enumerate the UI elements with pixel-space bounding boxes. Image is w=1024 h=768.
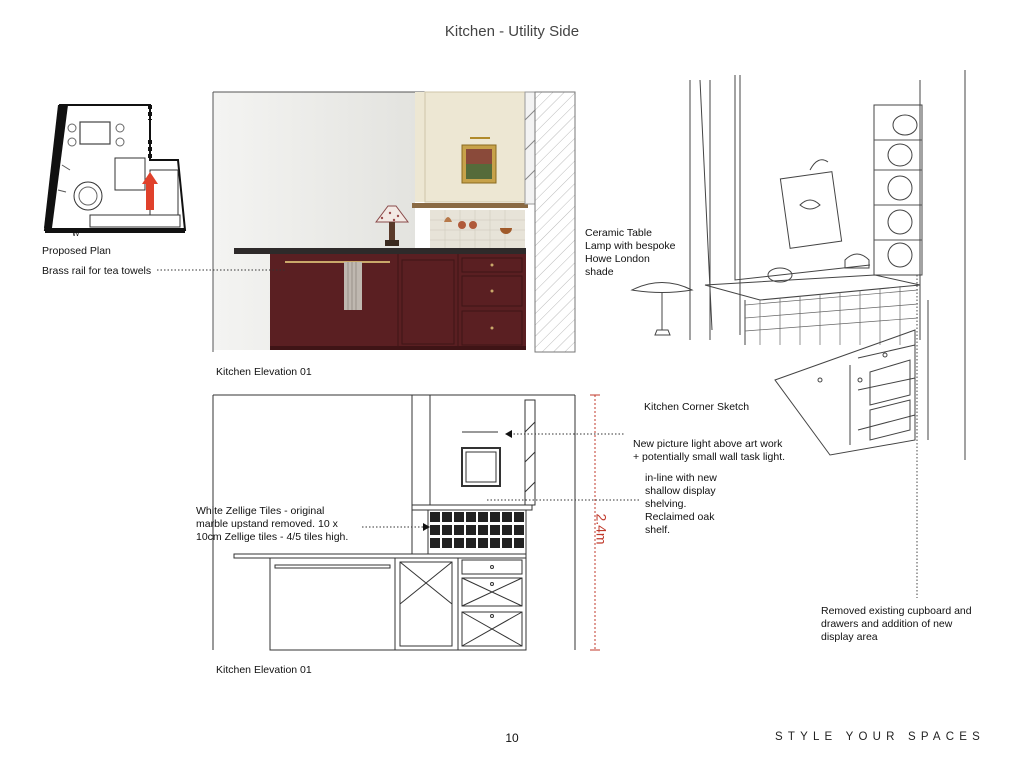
page-number: 10 [505,731,519,745]
removed-note [821,605,972,644]
note-line: New picture light above art work [633,438,783,450]
note-line: display area [821,631,878,643]
floor-plan [44,105,185,238]
brass-rail-note: Brass rail for tea towels [42,265,152,277]
note-line: shade [585,266,614,278]
height-dimension: 2.4m [593,513,610,545]
note-line: Lamp with bespoke [585,240,676,252]
arrowhead-icon [505,430,512,438]
elevation-top-drawing [157,92,575,352]
note-line: Reclaimed oak [645,511,715,523]
plan-caption: Proposed Plan [42,245,111,257]
elevation-bottom-caption: Kitchen Elevation 01 [216,664,312,676]
note-line: shelving. [645,498,687,510]
elevation-top-caption: Kitchen Elevation 01 [216,366,312,378]
note-line: shelf. [645,524,671,536]
sketch-caption: Kitchen Corner Sketch [644,401,750,413]
note-line: in-line with new [645,472,717,484]
picture-light-note [633,438,785,464]
shelf-note [645,472,717,537]
note-line: drawers and addition of new [821,618,953,630]
note-line: + potentially small wall task light. [633,451,786,463]
note-line: Ceramic Table [585,227,652,239]
note-line: shallow display [645,485,716,497]
note-line: 10cm Zellige tiles - 4/5 tiles high. [196,531,349,543]
zellige-note [196,505,348,544]
page-title: Kitchen - Utility Side [444,23,580,40]
arrowhead-icon [423,523,430,531]
lamp-note [585,227,675,279]
note-line: Removed existing cupboard and [821,605,972,617]
svg-text:W: W [72,229,80,238]
note-line: marble upstand removed. 10 x [196,518,338,530]
note-line: White Zellige Tiles - original [196,505,325,517]
brand-wordmark: STYLE YOUR SPACES [775,731,986,743]
note-line: Howe London [585,253,650,265]
